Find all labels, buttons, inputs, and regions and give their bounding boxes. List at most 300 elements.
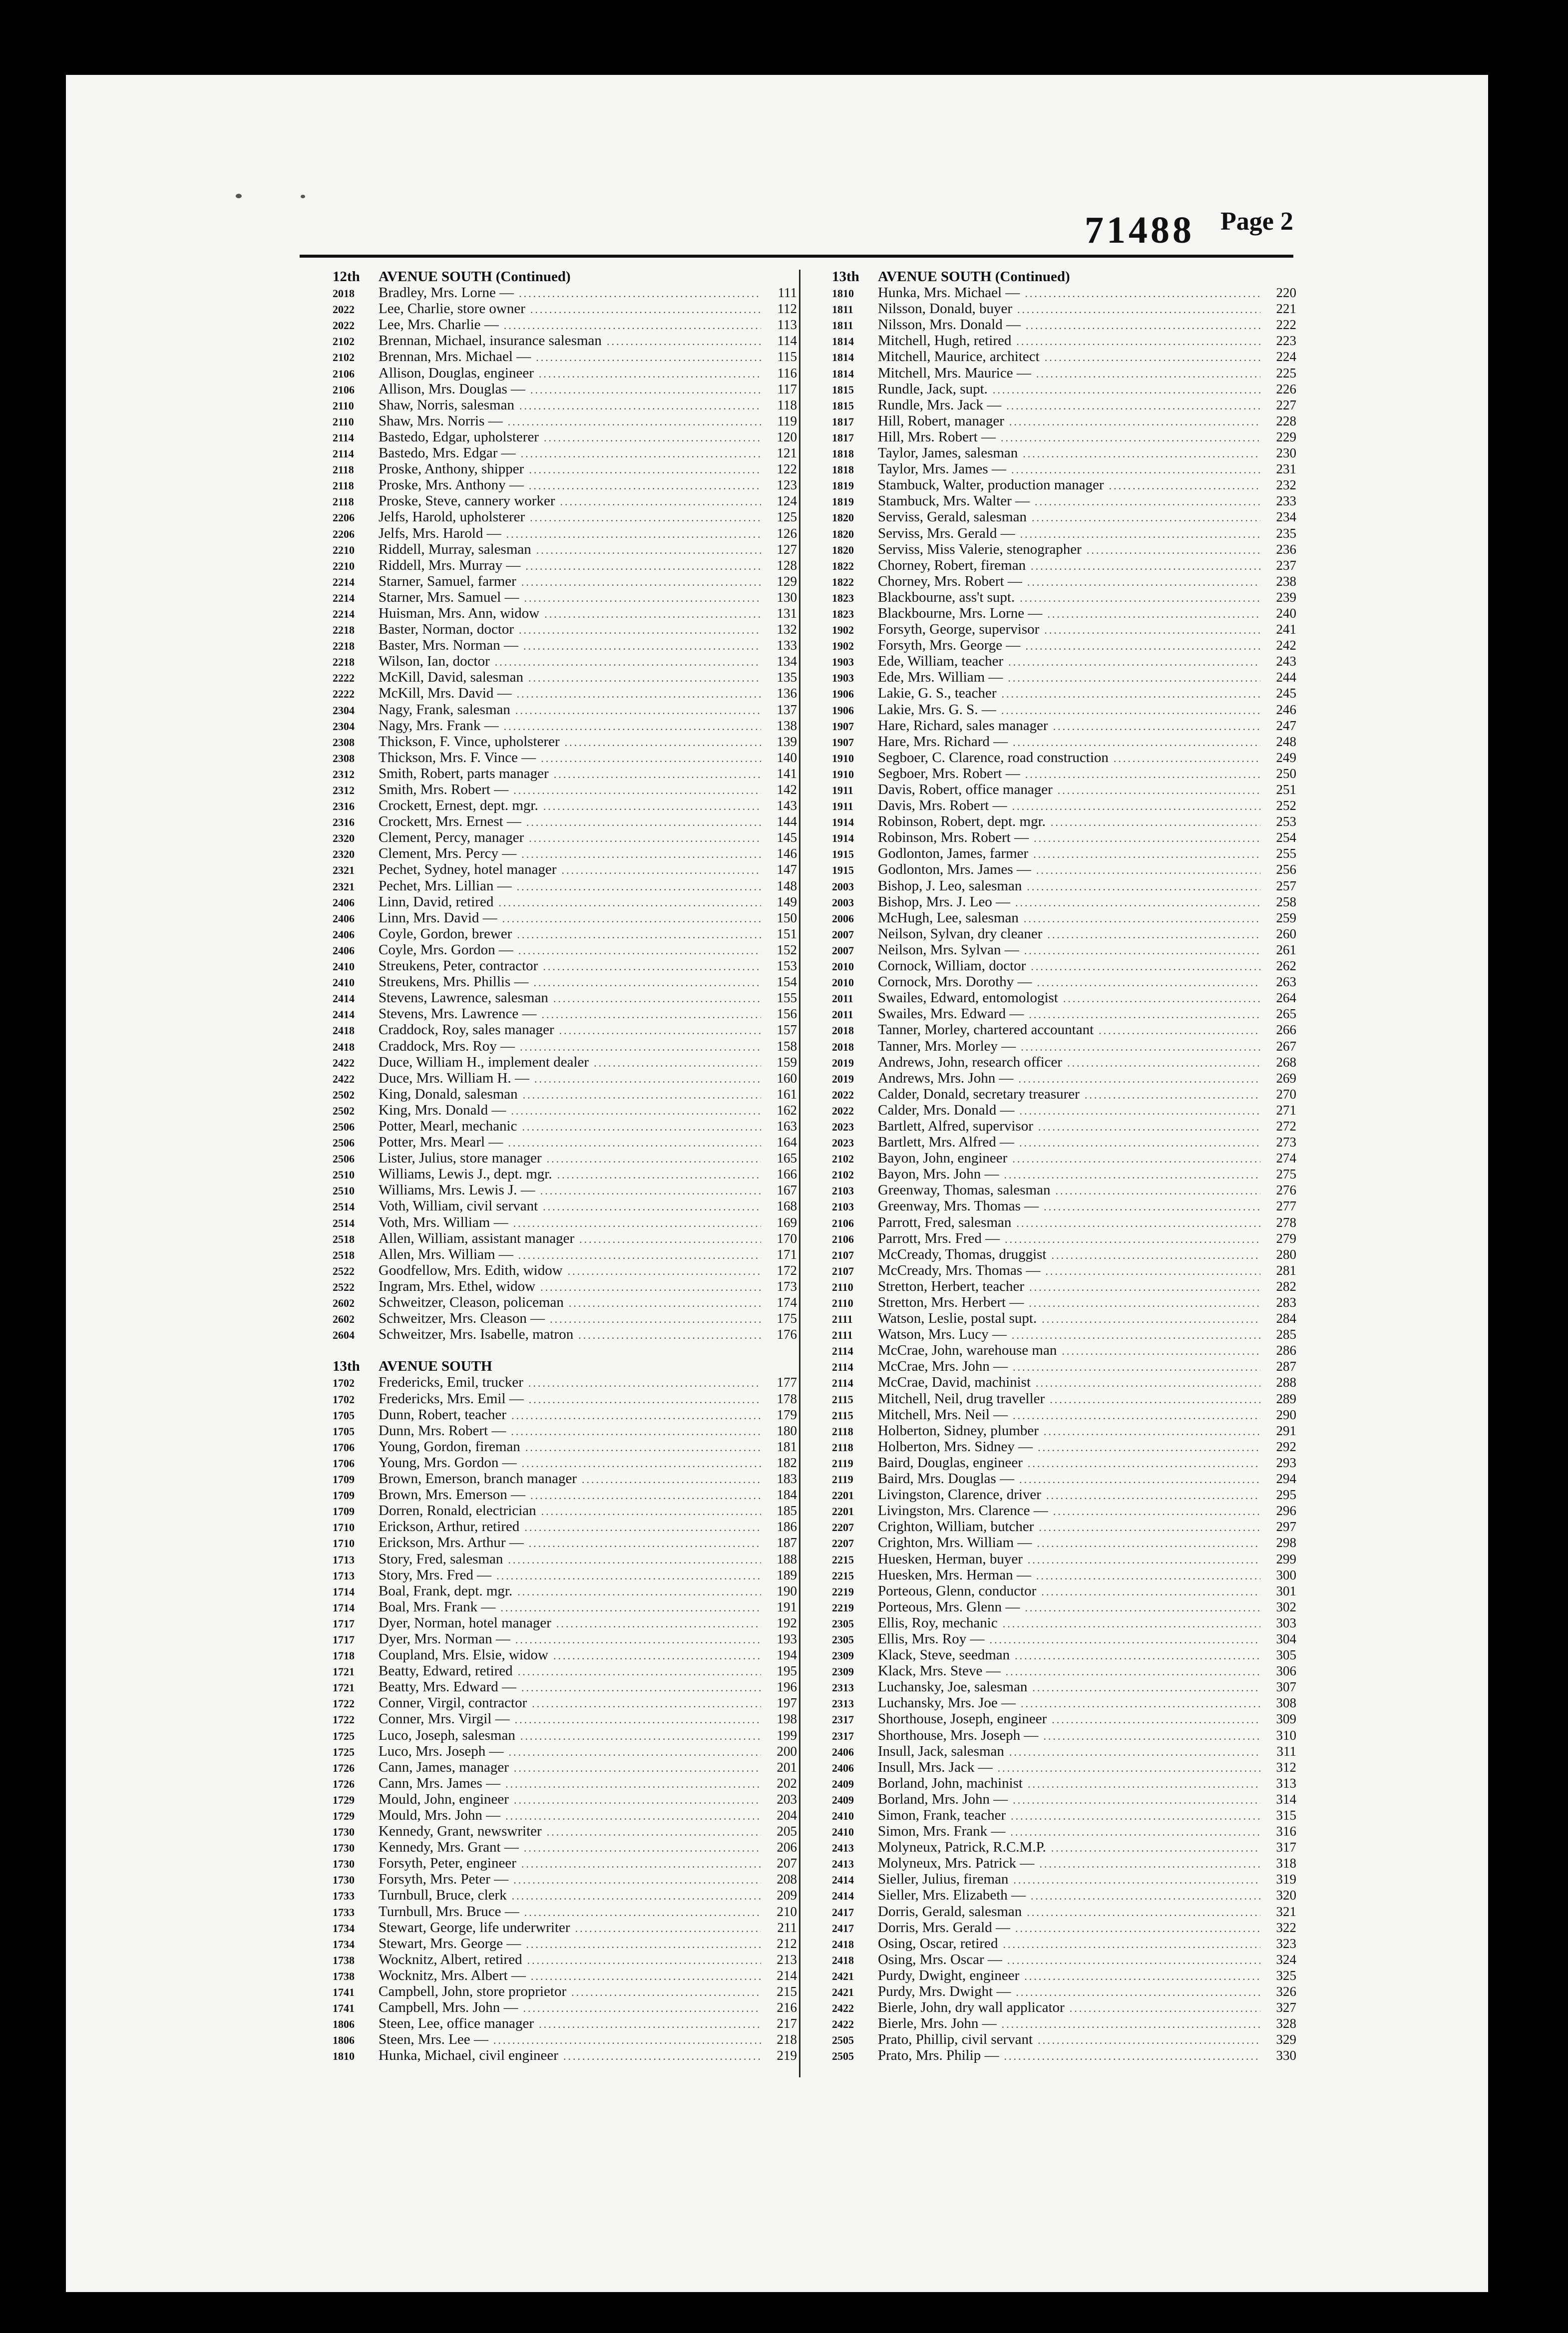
dot-leader: [1006, 398, 1260, 414]
house-number: 2518: [333, 1232, 355, 1245]
house-number: 2023: [832, 1137, 854, 1150]
house-number: 2010: [832, 960, 854, 973]
directory-entry: [832, 2031, 1296, 2047]
dot-leader: [594, 1055, 761, 1071]
house-number: 2417: [832, 1906, 854, 1919]
dot-leader: [544, 606, 761, 622]
house-number: 1718: [333, 1649, 355, 1662]
dot-leader: [528, 1375, 761, 1391]
entry-name: Watson, Mrs. Lucy —: [878, 1326, 1007, 1343]
entry-name: Clement, Percy, manager: [379, 829, 524, 846]
dot-leader: [541, 1504, 761, 1520]
house-number: 2114: [832, 1361, 853, 1374]
directory-entry: [333, 381, 797, 397]
directory-entry: [832, 1855, 1296, 1871]
directory-entry: [333, 1791, 797, 1807]
directory-entry: [832, 894, 1296, 910]
dot-leader: [1004, 2048, 1261, 2064]
dot-leader: [1013, 735, 1260, 751]
house-number: 1710: [333, 1537, 355, 1550]
dot-leader: [496, 1568, 761, 1584]
directory-entry: [333, 1583, 797, 1599]
directory-entry: [333, 1439, 797, 1455]
entry-number: 301: [1276, 1583, 1296, 1598]
directory-entry: [333, 493, 797, 509]
entry-name: Fredericks, Mrs. Emil —: [379, 1390, 524, 1407]
directory-entry: [333, 1054, 797, 1070]
directory-entry: [333, 397, 797, 413]
house-number: 2406: [333, 944, 355, 957]
directory-entry: [832, 557, 1296, 573]
entry-name: Hare, Mrs. Richard —: [878, 733, 1008, 750]
entry-name: Andrews, John, research officer: [878, 1054, 1063, 1070]
dot-leader: [521, 446, 761, 462]
dot-leader: [547, 1824, 761, 1840]
entry-name: Serviss, Gerald, salesman: [878, 509, 1027, 525]
dot-leader: [1042, 1311, 1260, 1327]
dot-leader: [1024, 943, 1260, 959]
dot-leader: [1020, 1103, 1261, 1119]
dot-leader: [1031, 1888, 1260, 1904]
entry-number: 186: [777, 1519, 797, 1535]
entry-number: 129: [777, 573, 797, 589]
dot-leader: [1026, 318, 1260, 334]
house-number: 2215: [832, 1553, 854, 1566]
entry-name: Lister, Julius, store manager: [379, 1150, 542, 1166]
entry-number: 154: [777, 974, 797, 990]
entry-number: 262: [1276, 958, 1296, 974]
section-heading: [832, 269, 1296, 285]
dot-leader: [1023, 446, 1260, 462]
entry-name: Luco, Joseph, salesman: [379, 1727, 515, 1743]
directory-entry: [832, 845, 1296, 861]
entry-name: Starner, Mrs. Samuel —: [379, 589, 519, 605]
entry-name: Steen, Lee, office manager: [379, 2015, 534, 2032]
dot-leader: [1053, 1504, 1260, 1520]
dot-leader: [1009, 1744, 1260, 1760]
entry-name: Dyer, Mrs. Norman —: [379, 1630, 510, 1647]
directory-entry: [333, 1920, 797, 1936]
house-number: 2406: [832, 1745, 854, 1758]
entry-name: Voth, Mrs. William —: [379, 1214, 508, 1230]
directory-entry: [333, 1967, 797, 1983]
entry-number: 257: [1276, 878, 1296, 893]
directory-entry: [333, 605, 797, 621]
entry-name: Streukens, Mrs. Phillis —: [379, 974, 529, 990]
house-number: 1814: [832, 351, 854, 364]
entry-name: Simon, Frank, teacher: [878, 1807, 1006, 1823]
directory-entry: [832, 669, 1296, 685]
directory-entry: [832, 1567, 1296, 1583]
dot-leader: [1036, 862, 1260, 878]
dot-leader: [530, 1488, 761, 1504]
dot-leader: [513, 1872, 761, 1888]
entry-name: Cornock, William, doctor: [878, 958, 1026, 974]
entry-number: 141: [777, 766, 797, 781]
entry-number: 200: [777, 1743, 797, 1759]
dot-leader: [1001, 703, 1260, 719]
directory-entry: [832, 1775, 1296, 1791]
dot-leader: [1028, 1456, 1260, 1472]
house-number: 1910: [832, 752, 854, 765]
entry-name: McKill, Mrs. David —: [379, 685, 512, 702]
house-number: 2018: [832, 1024, 854, 1037]
directory-entry: [832, 349, 1296, 365]
entry-number: 159: [777, 1054, 797, 1070]
directory-entry: [333, 1904, 797, 1920]
house-number: 2312: [333, 768, 355, 780]
house-number: 1902: [832, 624, 854, 637]
entry-number: 139: [777, 734, 797, 749]
dot-leader: [1025, 286, 1260, 302]
directory-entry: [832, 333, 1296, 349]
right-column: [832, 269, 1296, 2064]
dot-leader: [1017, 302, 1260, 318]
entry-number: 328: [1276, 2016, 1296, 2031]
house-number: 2106: [832, 1232, 854, 1245]
entry-number: 176: [777, 1327, 797, 1342]
house-number: 1702: [333, 1393, 355, 1406]
entry-name: Wilson, Ian, doctor: [379, 653, 490, 670]
dot-leader: [1047, 927, 1260, 943]
entry-name: McCready, Mrs. Thomas —: [878, 1262, 1041, 1278]
house-number: 2102: [832, 1153, 854, 1166]
entry-name: Ellis, Roy, mechanic: [878, 1614, 998, 1631]
entry-number: 315: [1276, 1808, 1296, 1823]
dot-leader: [1011, 462, 1260, 478]
dot-leader: [1021, 1696, 1260, 1712]
house-number: 2106: [333, 383, 355, 396]
dot-leader: [1062, 1343, 1260, 1359]
house-number: 2313: [832, 1697, 854, 1710]
directory-entry: [832, 1663, 1296, 1679]
section-heading-street: AVENUE SOUTH: [379, 269, 492, 285]
entry-name: Brennan, Michael, insurance salesman: [379, 333, 602, 349]
entry-number: 270: [1276, 1086, 1296, 1102]
dot-leader: [1039, 1520, 1260, 1536]
house-number: 2502: [333, 1104, 355, 1117]
directory-entry: [333, 1423, 797, 1439]
directory-entry: [333, 797, 797, 813]
directory-entry: [333, 766, 797, 781]
directory-entry: [832, 1407, 1296, 1423]
entry-name: Thickson, Mrs. F. Vince —: [379, 749, 536, 766]
house-number: 2018: [832, 1040, 854, 1053]
dot-leader: [534, 975, 762, 991]
entry-name: Mould, Mrs. John —: [379, 1807, 501, 1823]
entry-name: Mitchell, Maurice, architect: [878, 349, 1040, 365]
dot-leader: [529, 830, 761, 846]
directory-entry: [333, 1936, 797, 1951]
entry-name: Blackbourne, Mrs. Lorne —: [878, 605, 1043, 621]
house-number: 1823: [832, 607, 854, 620]
entry-number: 239: [1276, 589, 1296, 605]
directory-entry: [333, 1166, 797, 1182]
entry-number: 256: [1276, 862, 1296, 877]
dot-leader: [1025, 767, 1260, 782]
entry-name: Hunka, Michael, civil engineer: [379, 2047, 558, 2064]
house-number: 2316: [333, 800, 355, 813]
entry-name: Starner, Samuel, farmer: [379, 573, 516, 589]
directory-entry: [832, 781, 1296, 797]
directory-entry: [832, 605, 1296, 621]
entry-number: 273: [1276, 1135, 1296, 1150]
house-number: 2414: [832, 1890, 854, 1903]
entry-number: 143: [777, 798, 797, 813]
entry-number: 224: [1276, 349, 1296, 365]
house-number: 2414: [333, 1008, 355, 1021]
house-number: 2514: [333, 1216, 355, 1229]
house-number: 1806: [333, 2018, 355, 2031]
directory-entry: [832, 317, 1296, 333]
dot-leader: [1034, 830, 1260, 846]
entry-number: 228: [1276, 413, 1296, 428]
dot-leader: [509, 1744, 761, 1760]
dot-leader: [493, 2032, 761, 2048]
entry-name: Proske, Steve, cannery worker: [379, 493, 555, 509]
entry-number: 272: [1276, 1118, 1296, 1134]
house-number: 2022: [333, 319, 355, 332]
entry-name: Insull, Mrs. Jack —: [878, 1759, 993, 1775]
entry-name: Molyneux, Mrs. Patrick —: [878, 1855, 1035, 1872]
dot-leader: [575, 1921, 761, 1937]
house-number: 1907: [832, 720, 854, 733]
dot-leader: [1020, 590, 1260, 606]
entry-name: Mitchell, Neil, drug traveller: [878, 1390, 1045, 1407]
entry-name: Shorthouse, Joseph, engineer: [878, 1711, 1047, 1727]
entry-number: 201: [777, 1759, 797, 1775]
directory-entry: [832, 573, 1296, 589]
entry-number: 249: [1276, 750, 1296, 765]
entry-name: Mitchell, Mrs. Maurice —: [878, 365, 1031, 381]
house-number: 2308: [333, 752, 355, 765]
section-heading-prefix: 13th: [832, 269, 859, 285]
entry-number: 326: [1276, 1984, 1296, 1999]
dot-leader: [1055, 1183, 1260, 1199]
directory-entry: [333, 285, 797, 301]
entry-number: 282: [1276, 1278, 1296, 1294]
entry-name: Tanner, Mrs. Morley —: [878, 1038, 1016, 1054]
house-number: 1911: [832, 800, 853, 813]
entry-name: Nilsson, Mrs. Donald —: [878, 317, 1021, 333]
entry-number: 220: [1276, 285, 1296, 301]
house-number: 2510: [333, 1184, 355, 1197]
directory-entry: [333, 1455, 797, 1471]
house-number: 2218: [333, 624, 355, 637]
entry-number: 312: [1276, 1759, 1296, 1775]
entry-number: 304: [1276, 1631, 1296, 1646]
dot-leader: [517, 927, 761, 943]
dot-leader: [1044, 622, 1260, 638]
dot-leader: [536, 542, 761, 558]
directory-entry: [832, 1983, 1296, 1999]
house-number: 2518: [333, 1248, 355, 1261]
house-number: 1914: [832, 832, 854, 845]
entry-name: Williams, Lewis J., dept. mgr.: [379, 1166, 552, 1182]
house-number: 2222: [333, 672, 355, 685]
entry-number: 232: [1276, 477, 1296, 493]
dot-leader: [511, 1408, 761, 1424]
dot-leader: [511, 1424, 761, 1440]
entry-number: 163: [777, 1118, 797, 1134]
directory-entry: [333, 734, 797, 750]
entry-name: Dorren, Ronald, electrician: [379, 1503, 536, 1519]
entry-name: McCrae, Mrs. John —: [878, 1358, 1008, 1375]
entry-name: Rundle, Mrs. Jack —: [878, 396, 1002, 413]
directory-entry: [333, 461, 797, 477]
entry-number: 165: [777, 1151, 797, 1166]
entry-number: 135: [777, 670, 797, 685]
section-heading: [333, 1358, 797, 1374]
directory-entry: [832, 365, 1296, 381]
entry-name: Beatty, Mrs. Edward —: [379, 1679, 516, 1695]
directory-entry: [832, 445, 1296, 461]
entry-number: 140: [777, 750, 797, 765]
house-number: 2414: [832, 1874, 854, 1887]
entry-number: 241: [1276, 622, 1296, 637]
entry-name: Bastedo, Mrs. Edgar —: [379, 445, 516, 461]
dot-leader: [539, 2016, 761, 2032]
house-number: 2114: [333, 447, 354, 460]
dot-leader: [505, 1808, 761, 1824]
directory-entry: [832, 477, 1296, 493]
directory-entry: [832, 1423, 1296, 1439]
scan-speck: [236, 194, 242, 198]
house-number: 1717: [333, 1617, 355, 1630]
dot-leader: [513, 1215, 761, 1231]
house-number: 1815: [832, 383, 854, 396]
directory-entry: [333, 1743, 797, 1759]
entry-number: 164: [777, 1135, 797, 1150]
directory-entry: [333, 910, 797, 926]
entry-number: 277: [1276, 1198, 1296, 1214]
house-number: 1706: [333, 1441, 355, 1454]
directory-entry: [333, 1278, 797, 1294]
entry-number: 173: [777, 1278, 797, 1294]
entry-name: Campbell, John, store proprietor: [379, 1983, 567, 2000]
dot-leader: [1036, 1375, 1260, 1391]
dot-leader: [579, 1231, 761, 1247]
directory-entry: [333, 1214, 797, 1230]
entry-number: 258: [1276, 894, 1296, 909]
house-number: 1709: [333, 1505, 355, 1518]
directory-entry: [832, 1070, 1296, 1086]
entry-name: Story, Mrs. Fred —: [379, 1566, 492, 1583]
house-number: 2505: [832, 2034, 854, 2047]
dot-leader: [529, 478, 761, 494]
entry-number: 309: [1276, 1711, 1296, 1727]
dot-leader: [495, 654, 761, 670]
house-number: 2102: [333, 335, 355, 348]
dot-leader: [1021, 1039, 1260, 1055]
entry-number: 153: [777, 958, 797, 974]
house-number: 2019: [832, 1056, 854, 1069]
entry-number: 242: [1276, 638, 1296, 653]
dot-leader: [1031, 959, 1260, 975]
directory-entry: [333, 525, 797, 541]
directory-entry: [832, 1759, 1296, 1775]
directory-entry: [832, 1743, 1296, 1759]
house-number: 1730: [333, 1842, 355, 1855]
dot-leader: [542, 1007, 762, 1023]
entry-name: Bradley, Mrs. Lorne —: [379, 285, 514, 301]
entry-name: Watson, Leslie, postal supt.: [878, 1310, 1037, 1327]
directory-entry: [832, 685, 1296, 701]
entry-number: 269: [1276, 1070, 1296, 1086]
entry-number: 296: [1276, 1503, 1296, 1519]
dot-leader: [1019, 1135, 1260, 1151]
dot-leader: [530, 382, 761, 398]
dot-leader: [554, 767, 761, 782]
entry-number: 162: [777, 1102, 797, 1118]
directory-entry: [832, 1920, 1296, 1936]
dot-leader: [1024, 911, 1260, 927]
directory-entry: [333, 685, 797, 701]
dot-leader: [514, 1760, 761, 1776]
house-number: 2304: [333, 720, 355, 733]
directory-entry: [832, 1262, 1296, 1278]
house-number: 2422: [832, 2018, 854, 2031]
entry-name: Brown, Mrs. Emerson —: [379, 1487, 526, 1503]
entry-number: 148: [777, 878, 797, 893]
dot-leader: [1045, 350, 1260, 366]
directory-entry: [333, 413, 797, 429]
entry-name: Duce, William H., implement dealer: [379, 1054, 589, 1070]
entry-name: Borland, John, machinist: [878, 1775, 1023, 1791]
entry-number: 191: [777, 1599, 797, 1614]
section-heading-suffix: (Continued): [495, 269, 571, 285]
house-number: 1903: [832, 656, 854, 669]
house-number: 1726: [333, 1761, 355, 1774]
dot-leader: [1051, 814, 1260, 830]
entry-name: Swailes, Edward, entomologist: [878, 990, 1058, 1006]
directory-entry: [832, 413, 1296, 429]
directory-entry: [832, 1374, 1296, 1390]
entry-number: 203: [777, 1791, 797, 1807]
dot-leader: [531, 1968, 761, 1984]
entry-name: Bayon, John, engineer: [878, 1150, 1008, 1166]
house-number: 2114: [333, 431, 354, 444]
directory-entry: [333, 1134, 797, 1150]
entry-number: 287: [1276, 1359, 1296, 1374]
entry-name: Blackbourne, ass't supt.: [878, 589, 1015, 605]
entry-number: 267: [1276, 1038, 1296, 1054]
dot-leader: [532, 1696, 761, 1712]
dot-leader: [1005, 1231, 1260, 1247]
entry-number: 231: [1276, 461, 1296, 477]
entry-name: Calder, Mrs. Donald —: [878, 1102, 1015, 1118]
dot-leader: [1036, 366, 1260, 382]
entry-name: Cornock, Mrs. Dorothy —: [878, 974, 1032, 990]
entry-name: Dunn, Robert, teacher: [379, 1406, 507, 1423]
house-number: 2418: [832, 1953, 854, 1966]
house-number: 1709: [333, 1489, 355, 1502]
entry-number: 266: [1276, 1022, 1296, 1038]
directory-entry: [333, 1535, 797, 1551]
house-number: 2305: [832, 1617, 854, 1630]
entry-number: 289: [1276, 1391, 1296, 1406]
dot-leader: [1004, 1167, 1260, 1183]
directory-entry: [832, 637, 1296, 653]
entry-name: Holberton, Sidney, plumber: [878, 1422, 1039, 1439]
entry-name: Beatty, Edward, retired: [379, 1663, 513, 1679]
house-number: 2418: [333, 1040, 355, 1053]
entry-name: Story, Fred, salesman: [379, 1551, 503, 1567]
dot-leader: [556, 1616, 761, 1632]
entry-number: 199: [777, 1727, 797, 1743]
directory-entry: [832, 1599, 1296, 1615]
entry-number: 234: [1276, 509, 1296, 525]
